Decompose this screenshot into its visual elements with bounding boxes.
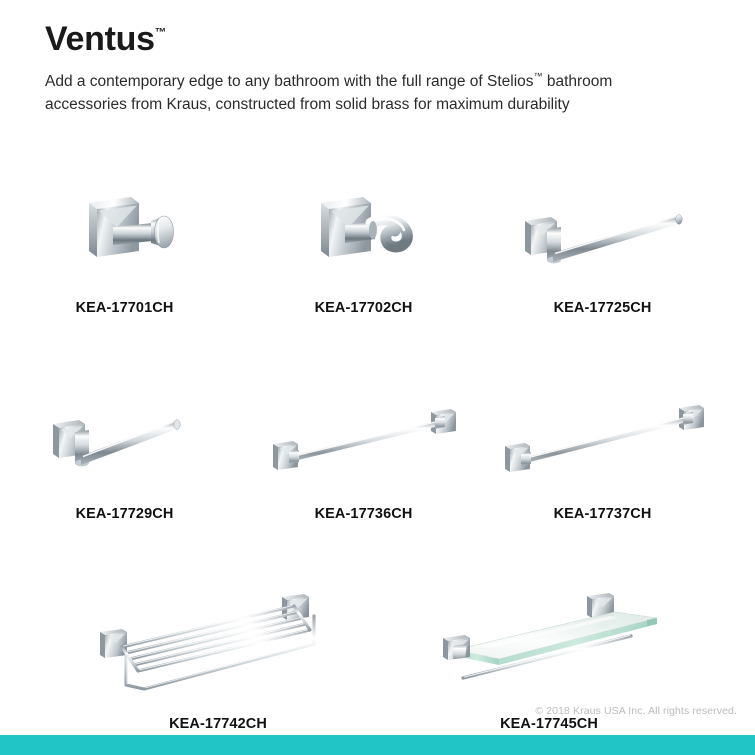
product-sku: KEA-17701CH — [75, 300, 174, 316]
product-item-kea-17742ch[interactable] — [58, 584, 378, 732]
page-description — [45, 70, 695, 117]
page-title-text: Ventus — [45, 20, 155, 58]
accent-bar — [0, 735, 755, 755]
product-sku: KEA-17737CH — [553, 506, 652, 522]
product-image-glass-shelf — [384, 584, 714, 702]
trademark-symbol: ™ — [154, 26, 167, 39]
product-item-kea-17737ch[interactable] — [488, 384, 717, 522]
product-item-kea-17736ch[interactable] — [249, 384, 478, 522]
product-row — [0, 178, 755, 316]
product-sku: KEA-17736CH — [314, 506, 413, 522]
product-item-kea-17729ch[interactable] — [10, 384, 239, 522]
page-title — [45, 22, 166, 58]
product-image-double-robe-hook — [249, 178, 478, 288]
product-item-kea-17725ch[interactable] — [488, 178, 717, 316]
product-sku: KEA-17745CH — [500, 716, 598, 732]
product-grid — [0, 178, 755, 732]
product-sku: KEA-17729CH — [75, 506, 174, 522]
product-image-towel-bar-long — [488, 384, 717, 494]
copyright-text: © 2018 Kraus USA Inc. All rights reserved. — [535, 705, 737, 717]
product-item-kea-17702ch[interactable] — [249, 178, 478, 316]
product-sku: KEA-17702CH — [314, 300, 413, 316]
description-trademark-symbol: ™ — [533, 70, 543, 81]
header — [45, 22, 715, 117]
product-image-towel-rack-shelf — [58, 584, 378, 702]
product-item-kea-17701ch[interactable] — [10, 178, 239, 316]
product-sku: KEA-17725CH — [553, 300, 652, 316]
product-image-single-robe-hook — [10, 178, 239, 288]
product-image-toilet-paper-holder — [10, 384, 239, 494]
description-line-a: Add a contemporary edge to any bathroom with the full range of Stelios — [45, 72, 534, 90]
description-line-b: bathroom accessories from Kraus, constructed from solid brass for maximum durability — [45, 72, 613, 114]
product-sku: KEA-17742CH — [169, 716, 267, 732]
product-row — [0, 384, 755, 522]
product-image-guest-towel-bar — [488, 178, 717, 288]
product-image-towel-bar-short — [249, 384, 478, 494]
